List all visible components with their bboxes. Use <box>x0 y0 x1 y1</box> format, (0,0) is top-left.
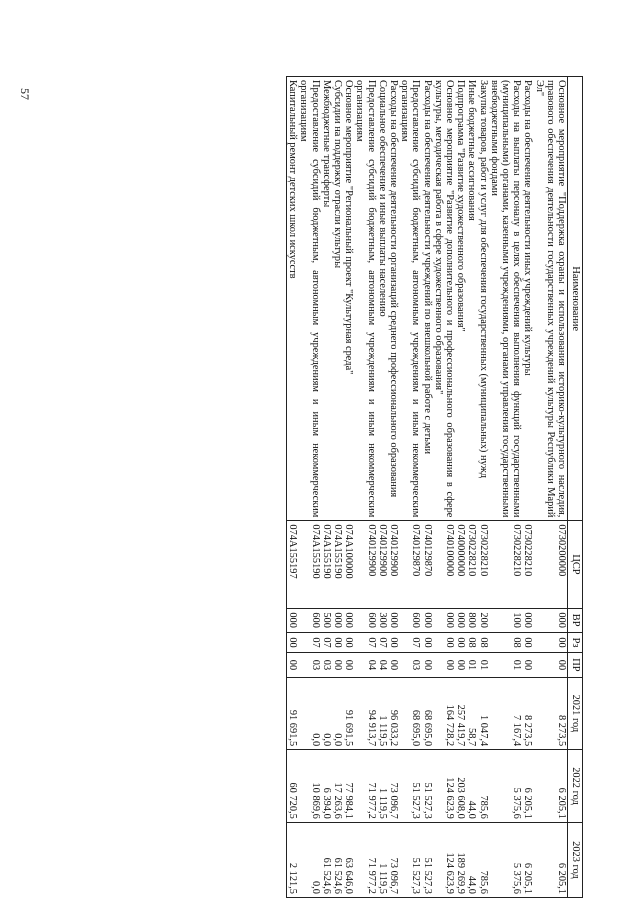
table-row <box>477 77 488 898</box>
row-value-2023: 51 527,3 <box>399 822 421 897</box>
row-value-2021: 0,0 <box>332 677 343 750</box>
row-value-2021: 1 119,5 <box>377 677 388 750</box>
table-row <box>343 77 354 898</box>
row-name: Иные бюджетные ассигнования <box>466 77 477 521</box>
row-vr: 000 <box>388 608 399 632</box>
row-value-2022: 203 608,0 <box>455 750 466 823</box>
row-csr: 0740129900 <box>377 521 388 608</box>
row-value-2021: 8 273,5 <box>522 677 533 750</box>
row-pr: 00 <box>455 653 466 677</box>
row-pr: 03 <box>298 653 320 677</box>
row-value-2022: 124 623,9 <box>433 750 455 823</box>
row-pr: 00 <box>533 653 567 677</box>
row-value-2022: 6 205,1 <box>533 750 567 823</box>
row-value-2022: 6 394,0 <box>321 750 332 823</box>
row-name: Основное мероприятие "Региональный проект "Культурная среда" <box>343 77 354 521</box>
row-vr: 000 <box>533 608 567 632</box>
row-name: Субсидии на поддержку отрасли культуры <box>332 77 343 521</box>
row-vr: 000 <box>522 608 533 632</box>
row-pr: 01 <box>466 653 477 677</box>
row-rz: 00 <box>455 632 466 653</box>
table-row <box>388 77 399 898</box>
row-name: Расходы на выплаты персоналу в целях обеспечения выполнения функций государственными (муниципальными) органами, казенными учреждениями, органами управления государственными внебюджетными фондами <box>489 77 523 521</box>
row-vr: 300 <box>377 608 388 632</box>
row-csr: 0730228210 <box>466 521 477 608</box>
table-row <box>399 77 421 898</box>
row-value-2023: 1 119,5 <box>377 822 388 897</box>
row-csr: 0730228210 <box>477 521 488 608</box>
row-value-2023: 5 375,6 <box>489 822 523 897</box>
row-csr: 0740129870 <box>399 521 421 608</box>
row-csr: 0740129900 <box>388 521 399 608</box>
table-row <box>321 77 332 898</box>
row-vr: 100 <box>489 608 523 632</box>
row-value-2021: 8 273,5 <box>533 677 567 750</box>
row-vr: 600 <box>298 608 320 632</box>
row-value-2023: 61 524,6 <box>321 822 332 897</box>
table-row <box>377 77 388 898</box>
row-vr: 000 <box>332 608 343 632</box>
row-rz: 00 <box>332 632 343 653</box>
row-name: Закупка товаров, работ и услуг для обеспечения государственных (муниципальных) нужд <box>477 77 488 521</box>
row-value-2022: 6 205,1 <box>522 750 533 823</box>
table-body <box>286 77 567 898</box>
row-csr: 074A155197 <box>286 521 298 608</box>
row-value-2022: 17 263,6 <box>332 750 343 823</box>
table-row <box>286 77 298 898</box>
row-value-2023: 63 646,0 <box>343 822 354 897</box>
table-row <box>433 77 455 898</box>
row-rz: 08 <box>466 632 477 653</box>
row-name: Основное мероприятие "Поддержка охраны и использования историко-культурного наследия, правового обеспечения деятельности государственных учреждений культуры Республики Марий Эл" <box>533 77 567 521</box>
row-value-2023: 61 524,6 <box>332 822 343 897</box>
row-name: Предоставление субсидий бюджетным, автономным учреждениям и иным некоммерческим организациям <box>298 77 320 521</box>
table-row <box>298 77 320 898</box>
table-row <box>421 77 432 898</box>
row-value-2021: 94 913,7 <box>354 677 376 750</box>
row-value-2021: 91 691,5 <box>286 677 298 750</box>
row-csr: 0740129900 <box>354 521 376 608</box>
table-row <box>489 77 523 898</box>
budget-table <box>286 76 583 898</box>
row-csr: 074A155190 <box>321 521 332 608</box>
row-vr: 000 <box>286 608 298 632</box>
row-rz: 07 <box>298 632 320 653</box>
row-value-2021: 1 047,4 <box>477 677 488 750</box>
row-name: Социальное обеспечение и иные выплаты населению <box>377 77 388 521</box>
header-csr: ЦСР <box>568 521 583 608</box>
row-value-2021: 0,0 <box>298 677 320 750</box>
row-value-2023: 785,6 <box>477 822 488 897</box>
row-value-2022: 44,0 <box>466 750 477 823</box>
header-2022: 2022 год <box>568 750 583 823</box>
row-pr: 00 <box>388 653 399 677</box>
row-value-2022: 10 869,6 <box>298 750 320 823</box>
row-vr: 600 <box>399 608 421 632</box>
table-row <box>332 77 343 898</box>
row-value-2021: 91 691,5 <box>343 677 354 750</box>
row-name: Капитальный ремонт детских школ искусств <box>286 77 298 521</box>
row-rz: 08 <box>489 632 523 653</box>
row-rz: 00 <box>421 632 432 653</box>
row-value-2021: 68 695,0 <box>399 677 421 750</box>
row-value-2022: 60 720,5 <box>286 750 298 823</box>
row-vr: 000 <box>421 608 432 632</box>
row-pr: 04 <box>377 653 388 677</box>
header-rz: Рз <box>568 632 583 653</box>
row-csr: 0740100000 <box>433 521 455 608</box>
row-value-2021: 58,7 <box>466 677 477 750</box>
row-pr: 01 <box>489 653 523 677</box>
row-rz: 07 <box>377 632 388 653</box>
row-value-2021: 0,0 <box>321 677 332 750</box>
row-value-2022: 73 096,7 <box>388 750 399 823</box>
row-rz: 07 <box>399 632 421 653</box>
table-row <box>522 77 533 898</box>
row-value-2023: 6 205,1 <box>533 822 567 897</box>
row-csr: 0730228210 <box>489 521 523 608</box>
row-pr: 00 <box>286 653 298 677</box>
row-rz: 07 <box>321 632 332 653</box>
row-name: Расходы на обеспечение деятельности учреждений по внешкольной работе с детьми <box>421 77 432 521</box>
row-pr: 00 <box>522 653 533 677</box>
row-pr: 00 <box>343 653 354 677</box>
table-row <box>354 77 376 898</box>
row-value-2022: 51 527,3 <box>399 750 421 823</box>
row-value-2023: 6 205,1 <box>522 822 533 897</box>
row-value-2023: 73 096,7 <box>388 822 399 897</box>
row-pr: 04 <box>354 653 376 677</box>
row-value-2023: 124 623,9 <box>433 822 455 897</box>
row-vr: 800 <box>466 608 477 632</box>
row-rz: 00 <box>522 632 533 653</box>
row-value-2021: 7 167,4 <box>489 677 523 750</box>
row-value-2021: 164 728,2 <box>433 677 455 750</box>
row-name: Межбюджетные трансферты <box>321 77 332 521</box>
row-value-2022: 785,6 <box>477 750 488 823</box>
header-name: Наименование <box>568 77 583 521</box>
row-name: Подпрограмма "Развитие художественного образования" <box>455 77 466 521</box>
row-name: Основное мероприятие "Развитие дополнительного и профессионального образования в сфере культуры, методическая работа в сфере художественного образования" <box>433 77 455 521</box>
row-csr: 0740000000 <box>455 521 466 608</box>
row-pr: 03 <box>399 653 421 677</box>
header-vr: ВР <box>568 608 583 632</box>
row-value-2023: 189 269,9 <box>455 822 466 897</box>
row-rz: 00 <box>286 632 298 653</box>
row-value-2022: 51 527,3 <box>421 750 432 823</box>
row-vr: 000 <box>343 608 354 632</box>
row-value-2022: 77 984,1 <box>343 750 354 823</box>
row-csr: 074A155190 <box>298 521 320 608</box>
table-row <box>466 77 477 898</box>
row-value-2023: 0,0 <box>298 822 320 897</box>
table-header-row <box>568 77 583 898</box>
row-value-2022: 1 119,5 <box>377 750 388 823</box>
row-pr: 00 <box>421 653 432 677</box>
row-name: Расходы на обеспечение деятельности иных учреждений культуры <box>522 77 533 521</box>
row-pr: 00 <box>332 653 343 677</box>
row-rz: 00 <box>433 632 455 653</box>
row-value-2023: 51 527,3 <box>421 822 432 897</box>
header-pr: ПР <box>568 653 583 677</box>
row-rz: 00 <box>343 632 354 653</box>
header-2021: 2021 год <box>568 677 583 750</box>
table-row <box>533 77 567 898</box>
row-vr: 500 <box>321 608 332 632</box>
row-rz: 08 <box>477 632 488 653</box>
row-pr: 03 <box>321 653 332 677</box>
row-value-2023: 2 121,5 <box>286 822 298 897</box>
table-row <box>455 77 466 898</box>
row-vr: 200 <box>477 608 488 632</box>
row-value-2021: 96 033,2 <box>388 677 399 750</box>
row-value-2022: 5 375,6 <box>489 750 523 823</box>
row-value-2023: 44,0 <box>466 822 477 897</box>
row-value-2021: 257 419,7 <box>455 677 466 750</box>
row-pr: 00 <box>433 653 455 677</box>
row-csr: 0730228210 <box>522 521 533 608</box>
row-csr: 0740129870 <box>421 521 432 608</box>
row-rz: 07 <box>354 632 376 653</box>
row-value-2023: 71 977,2 <box>354 822 376 897</box>
row-pr: 01 <box>477 653 488 677</box>
rotated-page-content <box>286 76 583 898</box>
row-name: Предоставление субсидий бюджетным, автономным учреждениям и иным некоммерческим организациям <box>399 77 421 521</box>
row-rz: 00 <box>388 632 399 653</box>
header-2023: 2023 год <box>568 822 583 897</box>
row-csr: 074A155190 <box>332 521 343 608</box>
row-name: Расходы на обеспечение деятельности организаций среднего профессионального образования <box>388 77 399 521</box>
row-value-2022: 71 977,2 <box>354 750 376 823</box>
row-rz: 00 <box>533 632 567 653</box>
row-name: Предоставление субсидий бюджетным, автономным учреждениям и иным некоммерческим организациям <box>354 77 376 521</box>
row-vr: 000 <box>433 608 455 632</box>
row-vr: 600 <box>354 608 376 632</box>
row-csr: 0730200000 <box>533 521 567 608</box>
row-csr: 074A100000 <box>343 521 354 608</box>
row-vr: 000 <box>455 608 466 632</box>
row-value-2021: 68 695,0 <box>421 677 432 750</box>
page-number: 57 <box>18 88 32 100</box>
